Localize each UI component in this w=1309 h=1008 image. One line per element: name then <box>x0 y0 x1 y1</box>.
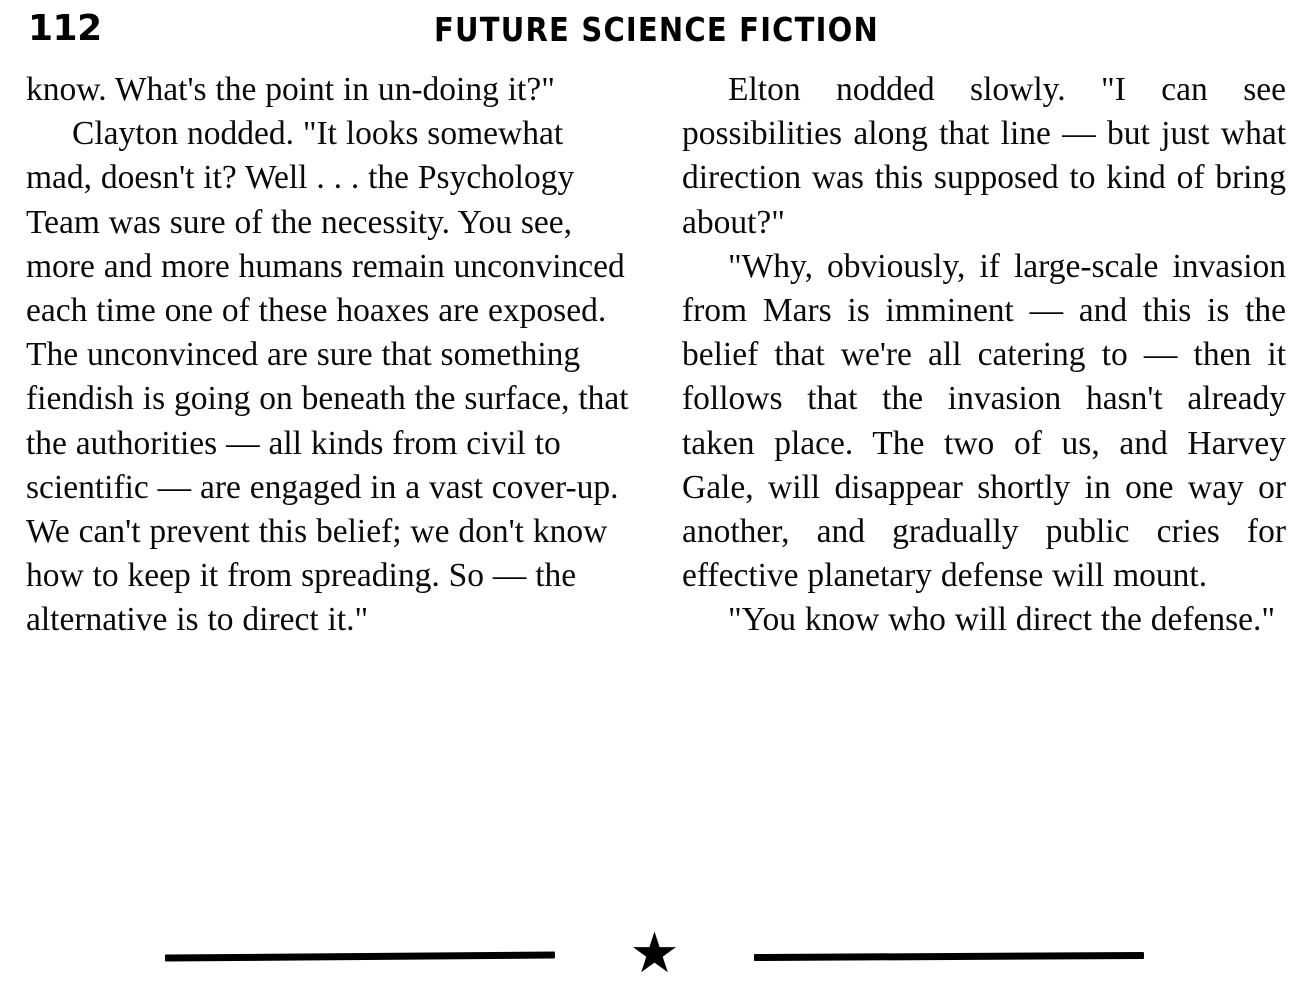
page-number: 112 <box>28 8 102 49</box>
paragraph: "Why, obviously, if large-scale invasion from Mars is imminent — and this is the belief that we're all catering to — then it follows that the invasion hasn't already taken place. The two of us, and Harvey Gale, will disappear shortly in one way or another, and gradually public cries for effective planetary defense will mount. <box>682 247 1286 595</box>
paragraph: know. What's the point in un-doing it?" <box>26 71 555 108</box>
paragraph: "You know who will direct the defense." <box>728 601 1276 639</box>
column-right <box>682 68 1286 643</box>
magazine-title: FUTURE SCIENCE FICTION <box>434 11 879 50</box>
paragraph: Clayton nodded. "It looks somewhat mad, doesn't it? Well . . . the Psychology Team was sure of the necessity. You see, more and more humans remain unconvinced each time one of these hoaxes are exposed. The unconvinced are sure that something fiendish is going on beneath the surface, that the authorities — all kinds from civil to scientific — are engaged in a vast cover-up. We can't prevent this belief; we don't know how to keep it from spreading. So — the alternative is to direct it." <box>26 115 629 639</box>
body-columns <box>26 68 1286 643</box>
star-icon: ★ <box>629 923 680 985</box>
divider-rule-right <box>754 951 1144 960</box>
divider-rule-left <box>165 951 555 961</box>
running-head <box>22 0 1291 62</box>
column-left <box>26 68 630 643</box>
paragraph: Elton nodded slowly. "I can see possibilities along that line — but just what direction was this supposed to kind of bring about?" <box>682 71 1286 241</box>
section-ornament <box>0 923 1309 986</box>
